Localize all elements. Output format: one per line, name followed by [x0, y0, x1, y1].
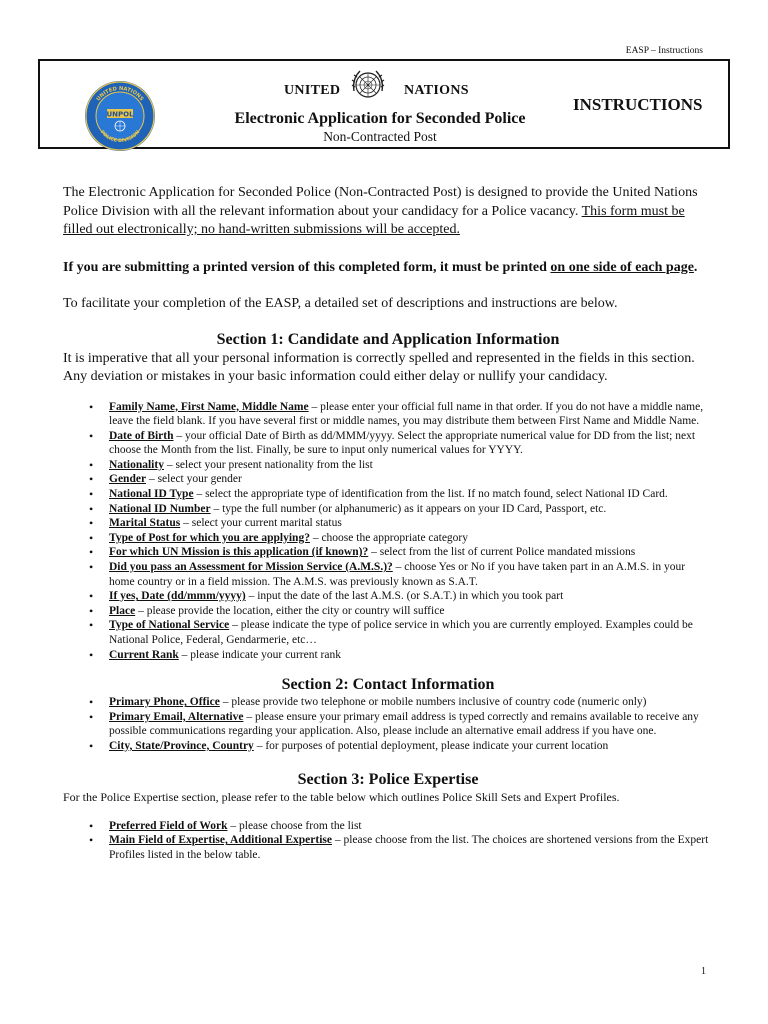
field-term: Preferred Field of Work: [109, 819, 228, 832]
field-description: – select your present nationality from the list: [163, 458, 373, 471]
field-term: National ID Number: [109, 502, 211, 515]
section3-heading: Section 3: Police Expertise: [297, 770, 479, 788]
logo-top-text: UNITED NATIONS: [95, 85, 145, 103]
un-word-right: NATIONS: [404, 83, 469, 98]
field-term: National ID Type: [109, 488, 194, 501]
field-term: Nationality: [109, 458, 164, 471]
field-description: – for purposes of potential deployment, please indicate your current location: [253, 739, 609, 752]
field-description: – please ensure your primary email address is typed correctly and remains available to receive any possible communications regarding your application. Also, please include an alternative email address if you have one.: [109, 710, 699, 738]
field-description: – choose the appropriate category: [309, 531, 469, 544]
field-description: – please choose from the list. The choices are shortened versions from the Expert Profiles listed in the below table.: [109, 834, 709, 861]
un-line: [284, 65, 514, 103]
list-item: [109, 531, 713, 546]
list-item: [109, 472, 713, 487]
field-description: – select your gender: [146, 473, 242, 486]
list-item: [109, 819, 713, 834]
field-term: Type of National Service: [109, 619, 230, 632]
field-description: – select from the list of current Police mandated missions: [368, 546, 636, 559]
field-description: – input the date of the last A.M.S. (or S.A.T.) in which you took part: [245, 590, 564, 603]
running-head: EASP – Instructions: [625, 46, 703, 56]
list-item: [109, 604, 713, 619]
field-term: Gender: [109, 473, 147, 486]
field-description: – please indicate the type of police service in which you are currently employed. Examples could be National Police, Federal, Gendarmerie, etc…: [109, 619, 693, 646]
list-item: [109, 487, 713, 502]
field-term: For which UN Mission is this application (if known)?: [109, 546, 369, 559]
field-term: Marital Status: [109, 517, 181, 530]
page-number: 1: [701, 966, 706, 977]
list-item: [109, 833, 713, 862]
intro-p2-text: If you are submitting a printed version of this completed form, it must be printed: [63, 259, 551, 275]
section3-intro: For the Police Expertise section, please refer to the table below which outlines Police Skill Sets and Expert Profiles.: [63, 789, 620, 804]
field-term: Current Rank: [109, 648, 179, 661]
logo-bottom-text: POLICE DIVISION: [98, 129, 142, 145]
field-term: Primary Phone, Office: [109, 696, 220, 709]
main-content: [63, 184, 713, 862]
un-word-left: UNITED: [284, 83, 341, 98]
list-item: [109, 739, 713, 754]
un-emblem-icon: [348, 65, 388, 105]
field-description: – choose Yes or No if you have taken part in an A.M.S. in your home country or in a field mission. The A.M.S. was previously known as S.A.T.: [109, 561, 686, 588]
intro-paragraph-3: To facilitate your completion of the EASP, a detailed set of descriptions and instructions are below.: [63, 296, 618, 311]
field-description: – please choose from the list: [227, 819, 362, 832]
list-item: [109, 648, 713, 663]
field-term: Date of Birth: [109, 429, 174, 442]
section1-list: [63, 400, 713, 663]
list-item: [109, 502, 713, 517]
intro-paragraph-1: [63, 184, 713, 240]
section1-heading: Section 1: Candidate and Application Information: [216, 330, 560, 348]
list-item: [109, 618, 713, 647]
list-item: [109, 400, 713, 429]
field-description: – your official Date of Birth as dd/MMM/yyyy. Select the appropriate numerical value for DD from the list; next choose the Month from the list. Finally, be sure to input only numerical values for YYYY.: [109, 429, 696, 457]
field-term: Type of Post for which you are applying?: [109, 531, 310, 544]
field-description: – please enter your official full name in that order. If you do not have a middle name, leave the field blank. If you have several first or middle names, you may distribute them between First Name and Middle Name.: [109, 400, 704, 428]
field-term: Main Field of Expertise, Additional Expertise: [109, 834, 332, 847]
list-item: [109, 458, 713, 473]
list-item: [109, 429, 713, 458]
intro-paragraph-2: [63, 259, 713, 278]
list-item: [109, 589, 713, 604]
field-description: – please provide two telephone or mobile numbers inclusive of country code (numeric only): [219, 696, 647, 709]
field-term: Family Name, First Name, Middle Name: [109, 400, 309, 413]
section2-list: [63, 695, 713, 753]
section3-list: [63, 819, 713, 863]
field-description: – type the full number (or alphanumeric) as it appears on your ID Card, Passport, etc.: [210, 502, 607, 515]
section2-heading: Section 2: Contact Information: [281, 676, 495, 694]
instructions-label: INSTRUCTIONS: [573, 95, 703, 114]
intro-p2-underlined: on one side of each page: [550, 259, 694, 275]
unpol-logo: [84, 80, 156, 152]
field-description: – select the appropriate type of identification from the list. If no match found, select National ID Card.: [193, 488, 668, 501]
form-title: Electronic Application for Seconded Police: [234, 110, 526, 127]
field-description: – please indicate your current rank: [178, 648, 341, 661]
form-subtitle: Non-Contracted Post: [323, 129, 437, 144]
list-item: [109, 516, 713, 531]
field-term: City, State/Province, Country: [109, 739, 254, 752]
field-description: – please provide the location, either the city or country will suffice: [135, 604, 445, 617]
intro-p1-underlined: This form must be filled out electronically; no hand-written submissions will be accepted.: [63, 203, 685, 237]
section1-intro: It is imperative that all your personal information is correctly spelled and represented in the fields in this section. Any deviation or mistakes in your basic information could either delay or nullify your candidacy.: [63, 350, 695, 384]
list-item: [109, 560, 713, 589]
intro-p1-text: The Electronic Application for Seconded Police (Non-Contracted Post) is designed to provide the United Nations Police Division with all the relevant information about your candidacy for a Police vacancy.: [63, 185, 698, 219]
list-item: [109, 695, 713, 710]
list-item: [109, 545, 713, 560]
logo-label: UNPOL: [106, 110, 134, 119]
field-term: If yes, Date (dd/mmm/yyyy): [109, 590, 246, 603]
header-box: [38, 59, 730, 149]
field-term: Place: [109, 604, 136, 617]
list-item: [109, 710, 713, 739]
field-description: – select your current marital status: [180, 517, 342, 530]
field-term: Primary Email, Alternative: [109, 710, 244, 723]
intro-p2-end: .: [693, 259, 698, 275]
field-term: Did you pass an Assessment for Mission Service (A.M.S.)?: [109, 561, 393, 574]
